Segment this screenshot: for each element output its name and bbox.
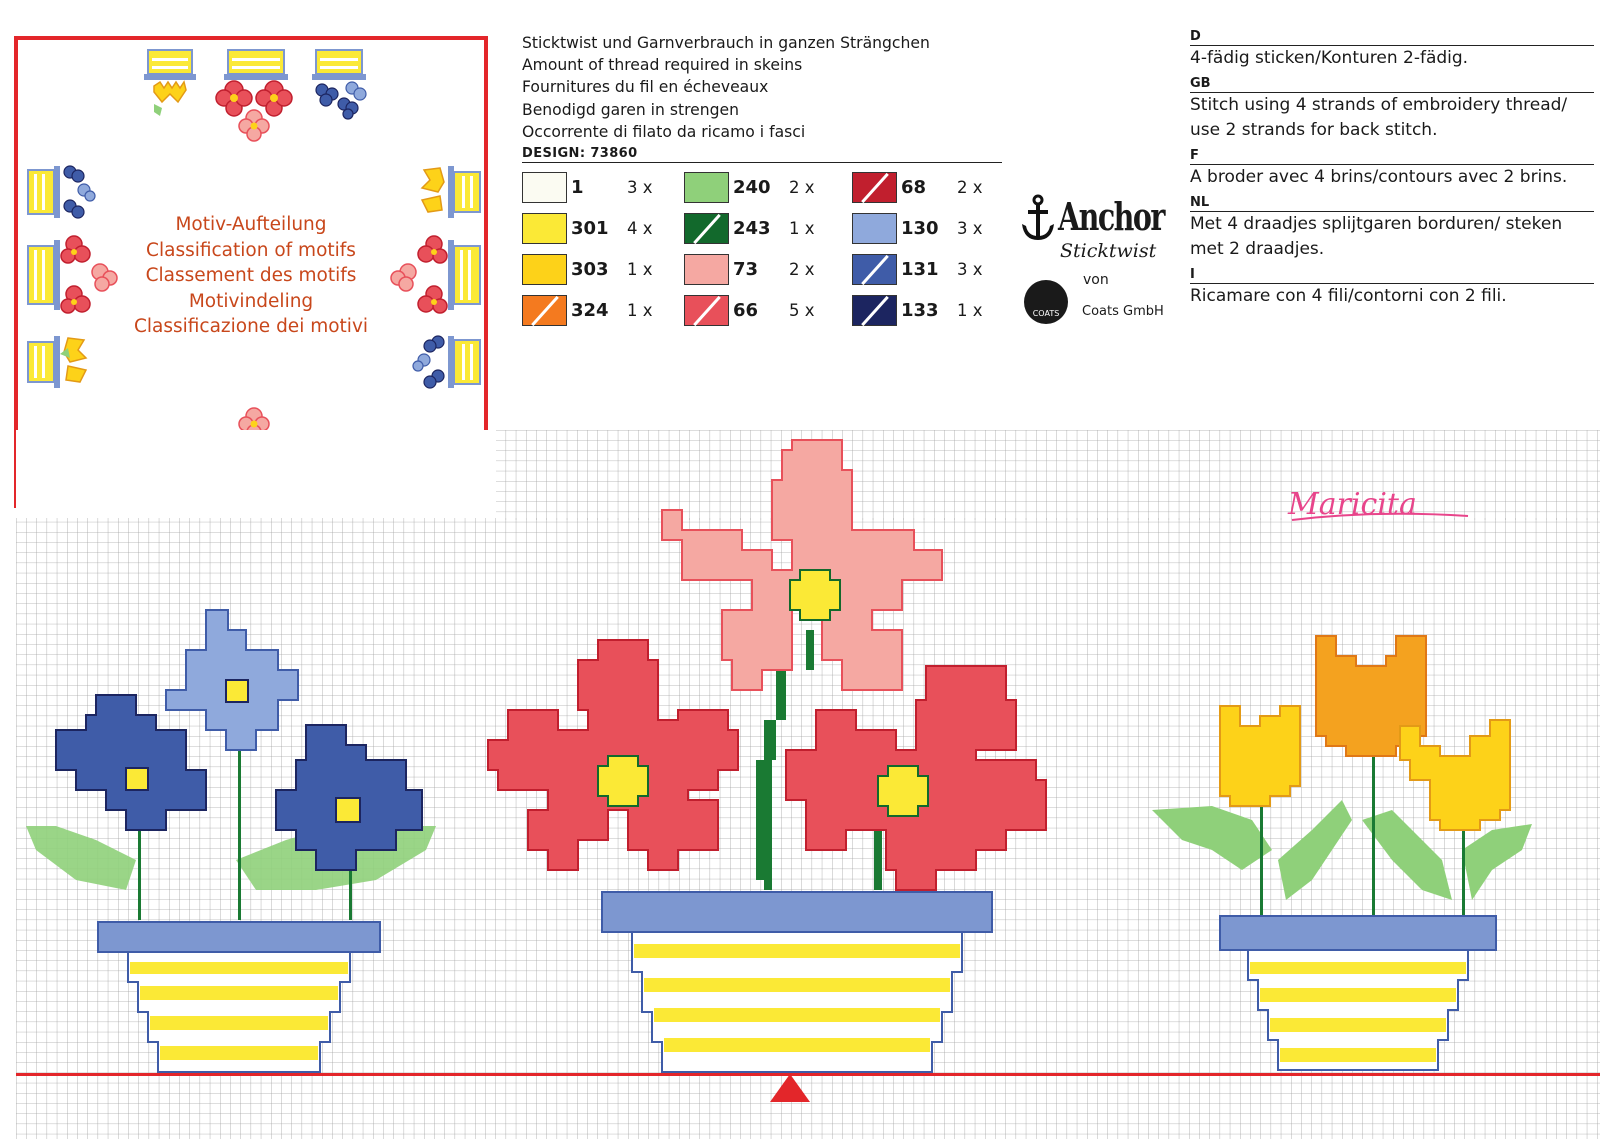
anchor-brand-name: Anchor bbox=[1058, 194, 1164, 239]
thread-quantity: 2 x bbox=[789, 260, 815, 279]
legend-header-it: Occorrente di filato da ricamo i fasci bbox=[522, 122, 806, 141]
thread-entry bbox=[522, 295, 667, 326]
mini-motif-left-blue-flowers bbox=[24, 160, 96, 224]
thread-code: 133 bbox=[901, 300, 939, 321]
thread-entry bbox=[684, 213, 829, 244]
thread-color-swatch bbox=[852, 254, 897, 285]
thread-entry bbox=[852, 295, 997, 326]
thread-color-swatch bbox=[522, 295, 567, 326]
chart-grid-top bbox=[496, 430, 1600, 520]
legend-header-fr: Fournitures du fil en écheveaux bbox=[522, 78, 769, 97]
thread-quantity: 2 x bbox=[789, 178, 815, 197]
anchor-icon bbox=[1020, 194, 1056, 244]
instruction-lang-i: I bbox=[1190, 266, 1594, 284]
thread-entry bbox=[684, 172, 829, 203]
thread-code: 324 bbox=[571, 300, 609, 321]
thread-color-swatch bbox=[522, 172, 567, 203]
instruction-text-d: 4-fädig sticken/Konturen 2-fädig. bbox=[1190, 48, 1469, 68]
thread-color-swatch bbox=[522, 254, 567, 285]
legend-header bbox=[522, 32, 930, 143]
instruction-lang-d: D bbox=[1190, 28, 1594, 46]
motif-title-nl: Motivindeling bbox=[188, 290, 314, 312]
thread-code: 66 bbox=[733, 300, 759, 321]
anchor-product-name: Sticktwist bbox=[1060, 240, 1157, 262]
instruction-text-nl: Met 4 draadjes splijtgaren borduren/ steken met 2 draadjes. bbox=[1190, 214, 1563, 259]
brand-von: von bbox=[1083, 272, 1109, 288]
instruction-lang-gb: GB bbox=[1190, 75, 1594, 93]
thread-code: 73 bbox=[733, 259, 759, 280]
thread-quantity: 2 x bbox=[957, 178, 983, 197]
thread-quantity: 1 x bbox=[789, 219, 815, 238]
thread-entry bbox=[522, 213, 667, 244]
motif-title-fr: Classement des motifs bbox=[145, 265, 357, 287]
thread-code: 130 bbox=[901, 218, 939, 239]
legend-header-en: Amount of thread required in skeins bbox=[522, 56, 803, 75]
motif-title-en: Classification of motifs bbox=[146, 239, 356, 261]
thread-color-swatch bbox=[684, 295, 729, 326]
motif-title-it: Classificazione dei motivi bbox=[133, 316, 369, 338]
thread-quantity: 1 x bbox=[627, 260, 653, 279]
design-divider bbox=[522, 162, 1002, 163]
mini-motif-right-tulips bbox=[412, 160, 484, 224]
coats-logo bbox=[1024, 280, 1068, 324]
thread-code: 131 bbox=[901, 259, 939, 280]
thread-quantity: 5 x bbox=[789, 301, 815, 320]
mini-motif-left-red-flowers bbox=[24, 232, 124, 318]
mini-motif-right-blue-flowers bbox=[412, 330, 484, 394]
thread-code: 68 bbox=[901, 177, 927, 198]
mini-motif-top-red-flowers bbox=[214, 46, 298, 142]
thread-entry bbox=[522, 254, 667, 285]
thread-entry bbox=[684, 254, 829, 285]
thread-color-swatch bbox=[684, 213, 729, 244]
designer-signature: Maricita bbox=[1288, 487, 1417, 522]
thread-code: 301 bbox=[571, 218, 609, 239]
thread-code: 1 bbox=[571, 177, 584, 198]
thread-entry bbox=[852, 172, 997, 203]
mini-motif-right-red-flowers bbox=[384, 232, 484, 318]
thread-code: 240 bbox=[733, 177, 771, 198]
thread-color-swatch bbox=[852, 295, 897, 326]
thread-code: 303 bbox=[571, 259, 609, 280]
mini-motif-top-blue-flowers bbox=[308, 46, 370, 120]
thread-quantity: 3 x bbox=[957, 260, 983, 279]
thread-color-swatch bbox=[852, 213, 897, 244]
instruction-lang-f: F bbox=[1190, 147, 1594, 165]
thread-quantity: 1 x bbox=[957, 301, 983, 320]
thread-entry bbox=[852, 213, 997, 244]
mini-motif-left-tulips bbox=[24, 330, 96, 394]
coats-company-name: Coats GmbH bbox=[1082, 304, 1164, 319]
thread-entry bbox=[684, 295, 829, 326]
design-number: DESIGN: 73860 bbox=[522, 146, 638, 161]
instructions-panel bbox=[1190, 26, 1594, 313]
thread-color-swatch bbox=[684, 172, 729, 203]
thread-quantity: 3 x bbox=[627, 178, 653, 197]
legend-header-de: Sticktwist und Garnverbrauch in ganzen Strängchen bbox=[522, 34, 930, 52]
mini-motif-top-yellow-tulips bbox=[140, 46, 200, 120]
thread-code: 243 bbox=[733, 218, 771, 239]
thread-color-swatch bbox=[852, 172, 897, 203]
thread-entry bbox=[522, 172, 667, 203]
instruction-text-gb: Stitch using 4 strands of embroidery thread/ use 2 strands for back stitch. bbox=[1190, 95, 1568, 140]
chart-baseline bbox=[16, 1073, 1600, 1076]
thread-color-swatch bbox=[684, 254, 729, 285]
thread-quantity: 4 x bbox=[627, 219, 653, 238]
thread-entry bbox=[852, 254, 997, 285]
instruction-lang-nl: NL bbox=[1190, 194, 1594, 212]
coats-logo-text: COATS bbox=[1032, 309, 1060, 318]
instruction-text-i: Ricamare con 4 fili/contorni con 2 fili. bbox=[1190, 286, 1507, 306]
motif-title-de: Motiv-Aufteilung bbox=[175, 214, 327, 235]
cross-stitch-chart bbox=[16, 430, 1600, 1139]
legend-header-nl: Benodigd garen in strengen bbox=[522, 100, 739, 119]
instruction-text-f: A broder avec 4 brins/contours avec 2 brins. bbox=[1190, 167, 1568, 187]
thread-quantity: 3 x bbox=[957, 219, 983, 238]
thread-color-swatch bbox=[522, 213, 567, 244]
thread-quantity: 1 x bbox=[627, 301, 653, 320]
